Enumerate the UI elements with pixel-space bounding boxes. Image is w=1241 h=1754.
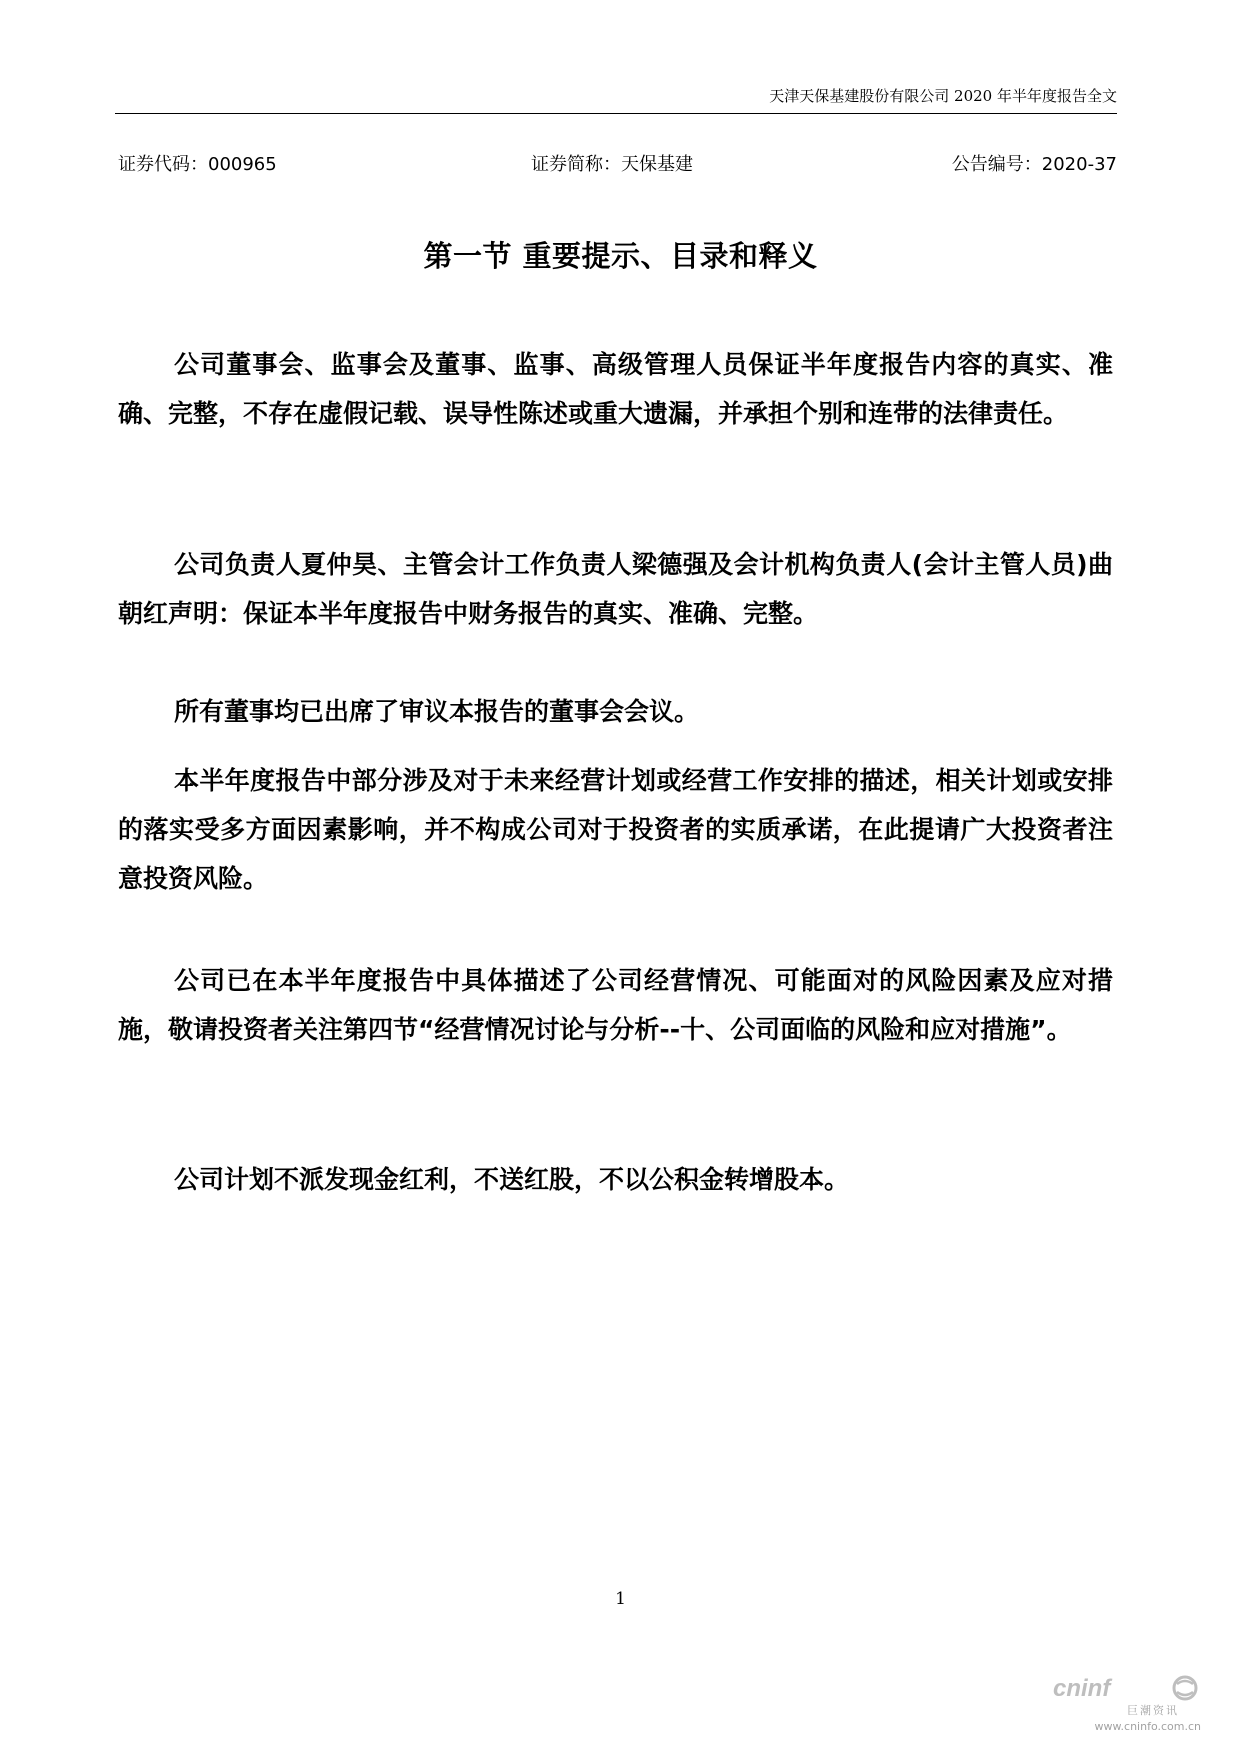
cninfo-url: www.cninfo.com.cn <box>1094 1720 1201 1733</box>
announcement-number: 公告编号：2020-37 <box>951 154 1117 175</box>
cninfo-watermark <box>1051 1674 1201 1738</box>
paragraph-dividend-plan: 公司计划不派发现金红利，不送红股，不以公积金转增股本。 <box>174 1165 850 1194</box>
cninfo-logo-icon <box>1051 1674 1201 1704</box>
paragraph-risk-factors: 公司已在本半年度报告中具体描述了公司经营情况、可能面对的风险因素及应对措施，敬请投资者关注第四节“经营情况讨论与分析--十、公司面临的风险和应对措施”。 <box>118 966 1113 1044</box>
page-number: 1 <box>615 1589 626 1609</box>
paragraph-forward-looking: 本半年度报告中部分涉及对于未来经营计划或经营工作安排的描述，相关计划或安排的落实受多方面因素影响，并不构成公司对于投资者的实质承诺，在此提请广大投资者注意投资风险。 <box>118 766 1113 893</box>
paragraph-directors-attendance: 所有董事均已出席了审议本报告的董事会会议。 <box>174 697 700 726</box>
stock-code: 证券代码：000965 <box>118 154 277 175</box>
paragraph-responsible-persons: 公司负责人夏仲昊、主管会计工作负责人梁德强及会计机构负责人(会计主管人员)曲朝红声明：保证本半年度报告中财务报告的真实、准确、完整。 <box>118 550 1113 628</box>
cninfo-logo-text: cninf <box>1053 1675 1111 1702</box>
running-header: 天津天保基建股份有限公司 2020 年半年度报告全文 <box>769 87 1117 105</box>
paragraph-board-guarantee: 公司董事会、监事会及董事、监事、高级管理人员保证半年度报告内容的真实、准确、完整，不存在虚假记载、误导性陈述或重大遗漏，并承担个别和连带的法律责任。 <box>118 350 1113 428</box>
cninfo-subtitle: 巨潮资讯 <box>1127 1704 1179 1717</box>
section-title: 第一节 重要提示、目录和释义 <box>423 239 818 273</box>
stock-abbreviation: 证券简称：天保基建 <box>531 154 693 175</box>
header-divider <box>115 113 1117 114</box>
